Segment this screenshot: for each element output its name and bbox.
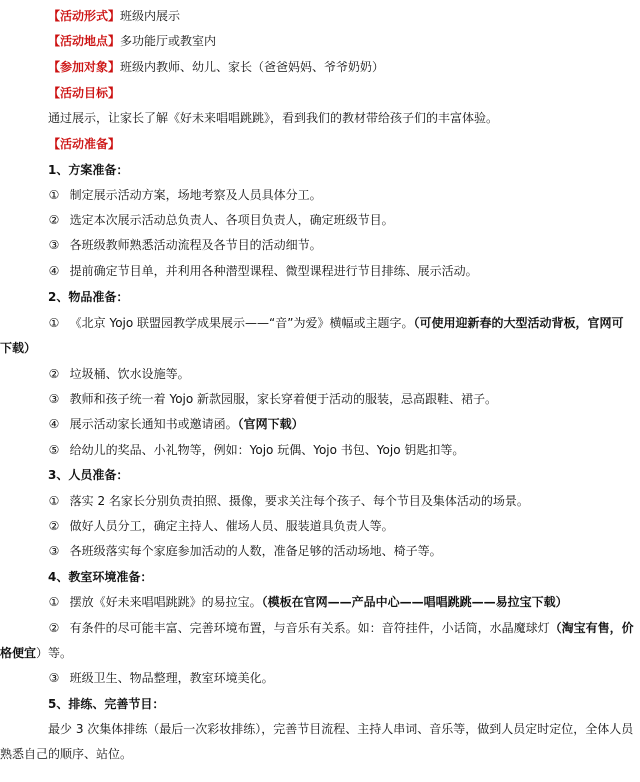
list-item (46, 415, 630, 433)
section-title-plan: 1、方案准备： (48, 163, 129, 177)
list-item (46, 390, 630, 408)
prep-label: 【活动准备】 (48, 137, 121, 151)
item-bold-note: （淘宝有售，价 (549, 621, 634, 635)
list-item (46, 593, 638, 611)
list-item (46, 619, 638, 637)
field-activity-location (48, 32, 628, 50)
item-number: ③ (48, 544, 60, 558)
item-text: 选定本次展示活动总负责人、各项目负责人，确定班级节目。 (69, 213, 394, 227)
prep-heading (48, 135, 628, 153)
item-number: ② (48, 213, 60, 227)
item-continuation (0, 644, 620, 662)
item-number: ① (48, 316, 60, 330)
item-text: ）等。 (36, 646, 73, 660)
list-item (46, 262, 630, 280)
field-label: 【参加对象】 (48, 60, 121, 74)
goal-heading (48, 84, 628, 102)
item-number: ④ (48, 417, 60, 431)
list-item (46, 211, 630, 229)
item-bold-note: （可使用迎新春的大型活动背板，官网可 (413, 316, 624, 330)
item-number: ① (48, 595, 60, 609)
item-number: ② (48, 621, 60, 635)
paragraph-line: 最少 3 次集体排练（最后一次彩妆排练），完善节目流程、主持人串词、音乐等，做到人员定时定位，全体人员 (48, 722, 634, 736)
list-item (46, 542, 630, 560)
item-text: 有条件的尽可能丰富、完善环境布置，与音乐有关系。如：音符挂件，小话筒，水晶魔球灯 (69, 621, 550, 635)
item-number: ① (48, 494, 60, 508)
field-participants (48, 58, 628, 76)
item-text: 落实 2 名家长分别负责拍照、摄像，要求关注每个孩子、每个节目及集体活动的场景。 (69, 494, 529, 508)
field-label: 【活动地点】 (48, 34, 121, 48)
goal-label: 【活动目标】 (48, 86, 121, 100)
item-number: ⑤ (48, 443, 60, 457)
list-item (46, 236, 630, 254)
item-text: 《北京 Yojo 联盟园教学成果展示——“音”为爱》横幅或主题字。 (69, 316, 414, 330)
item-text: 摆放《好未来唱唱跳跳》的易拉宝。 (69, 595, 262, 609)
item-continuation: 下载） (0, 341, 37, 355)
section-title-materials: 2、物品准备： (48, 290, 129, 304)
paragraph-line: 熟悉自己的顺序、站位。 (0, 747, 133, 761)
item-text: 提前确定节目单，并利用各种潜型课程、微型课程进行节目排练、展示活动。 (69, 264, 478, 278)
item-number: ③ (48, 392, 60, 406)
item-number: ③ (48, 671, 60, 685)
item-text: 展示活动家长通知书或邀请函。 (69, 417, 238, 431)
list-item (46, 314, 638, 332)
item-bold-note: 格便宜 (0, 646, 37, 660)
item-bold-note: （模板在官网——产品中心——唱唱跳跳——易拉宝下载） (261, 595, 568, 609)
item-number: ④ (48, 264, 60, 278)
list-item (46, 365, 630, 383)
field-label: 【活动形式】 (48, 9, 121, 23)
list-item (46, 492, 638, 510)
item-number: ① (48, 188, 60, 202)
item-text: 垃圾桶、饮水设施等。 (69, 367, 190, 381)
list-item (46, 517, 630, 535)
item-bold-note: （官网下载） (237, 417, 304, 431)
item-text: 各班级落实每个家庭参加活动的人数，准备足够的活动场地、椅子等。 (69, 544, 442, 558)
field-value: 多功能厅或教室内 (120, 34, 217, 48)
item-text: 班级卫生、物品整理，教室环境美化。 (69, 671, 274, 685)
goal-text: 通过展示，让家长了解《好未来唱唱跳跳》，看到我们的教材带给孩子们的丰富体验。 (48, 111, 499, 125)
item-text: 给幼儿的奖品、小礼物等，例如：Yojo 玩偶、Yojo 书包、Yojo 钥匙扣等。 (69, 443, 465, 457)
field-value: 班级内展示 (120, 9, 181, 23)
item-number: ② (48, 519, 60, 533)
item-text: 各班级教师熟悉活动流程及各节目的活动细节。 (69, 238, 322, 252)
item-text: 教师和孩子统一着 Yojo 新款园服，家长穿着便于活动的服装，忌高跟鞋、裙子。 (69, 392, 498, 406)
section-title-staff: 3、人员准备： (48, 468, 129, 482)
item-text: 制定展示活动方案，场地考察及人员具体分工。 (69, 188, 322, 202)
field-value: 班级内教师、幼儿、家长（爸爸妈妈、爷爷奶奶） (120, 60, 385, 74)
section-title-classroom: 4、教室环境准备： (48, 570, 153, 584)
list-item (46, 186, 630, 204)
section-title-rehearsal: 5、排练、完善节目： (48, 697, 165, 711)
list-item (46, 669, 630, 687)
list-item (46, 441, 630, 459)
item-text: 做好人员分工，确定主持人、催场人员、服装道具负责人等。 (69, 519, 394, 533)
field-activity-form (48, 7, 628, 25)
item-number: ③ (48, 238, 60, 252)
item-number: ② (48, 367, 60, 381)
